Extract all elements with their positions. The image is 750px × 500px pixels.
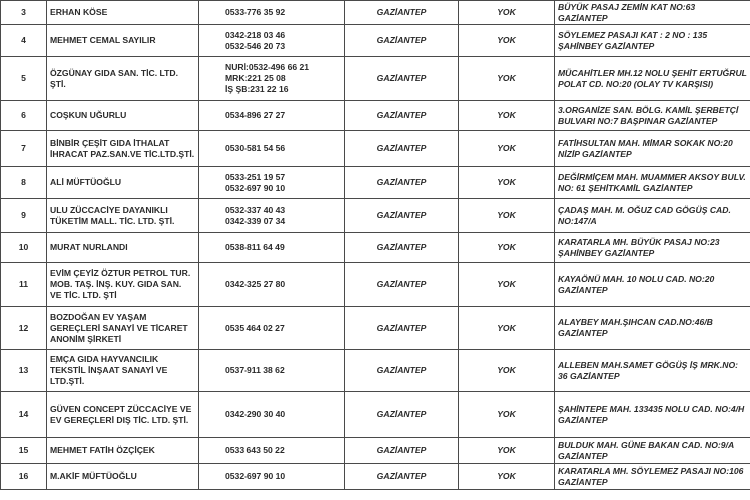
phone-cell[interactable] [199, 101, 345, 131]
phone-number: 0342-218 03 46 [225, 29, 286, 40]
address-cell[interactable]: KARATARLA MH. SÖYLEMEZ PASAJI NO:106 GAZİANTEP [555, 464, 750, 490]
table-row[interactable] [1, 350, 750, 392]
address-cell[interactable]: ÇADAŞ MAH. M. OĞUZ CAD GÖGÜŞ CAD. NO:147/A [555, 199, 750, 233]
phone-cell[interactable] [199, 57, 345, 101]
city-cell[interactable]: GAZİANTEP [345, 464, 459, 490]
company-name-cell[interactable]: GÜVEN CONCEPT ZÜCCACİYE VE EV GEREÇLERİ DIŞ TİC. LTD. ŞTİ. [47, 392, 199, 438]
address-cell[interactable]: MÜCAHİTLER MH.12 NOLU ŞEHİT ERTUĞRUL POLAT CD. NO:20 (OLAY TV KARŞISI) [555, 57, 750, 101]
company-name-cell[interactable]: ERHAN KÖSE [47, 1, 199, 25]
company-name-cell[interactable]: BOZDOĞAN EV YAŞAM GEREÇLERİ SANAYİ VE TİCARET ANONİM ŞİRKETİ [47, 307, 199, 350]
city-cell[interactable]: GAZİANTEP [345, 350, 459, 392]
phone-cell[interactable] [199, 464, 345, 490]
phone-cell[interactable] [199, 131, 345, 167]
row-number-cell[interactable]: 13 [1, 350, 47, 392]
company-name-cell[interactable]: ULU ZÜCCACİYE DAYANIKLI TÜKETİM MALL. TİC. LTD. ŞTİ. [47, 199, 199, 233]
row-number-cell[interactable]: 12 [1, 307, 47, 350]
phone-number: 0532-546 20 73 [225, 40, 286, 51]
address-cell[interactable]: DEĞİRMİÇEM MAH. MUAMMER AKSOY BULV. NO: 61 ŞEHİTKAMİL GAZİANTEP [555, 167, 750, 199]
phone-number: 0530-581 54 56 [225, 143, 286, 153]
company-name-cell[interactable]: M.AKİF MÜFTÜOĞLU [47, 464, 199, 490]
phone-cell[interactable] [199, 167, 345, 199]
table-row[interactable] [1, 438, 750, 464]
row-number-cell[interactable]: 10 [1, 233, 47, 263]
table-row[interactable] [1, 263, 750, 307]
city-cell[interactable]: GAZİANTEP [345, 1, 459, 25]
address-cell[interactable]: BULDUK MAH. GÜNE BAKAN CAD. NO:9/A GAZİANTEP [555, 438, 750, 464]
row-number-cell[interactable]: 5 [1, 57, 47, 101]
row-number-cell[interactable]: 15 [1, 438, 47, 464]
table-row[interactable] [1, 57, 750, 101]
table-row[interactable] [1, 307, 750, 350]
city-cell[interactable]: GAZİANTEP [345, 25, 459, 57]
company-name-cell[interactable]: MURAT NURLANDI [47, 233, 199, 263]
row-number-cell[interactable]: 11 [1, 263, 47, 307]
row-number-cell[interactable]: 16 [1, 464, 47, 490]
address-cell[interactable]: 3.ORGANİZE SAN. BÖLG. KAMİL ŞERBETÇİ BULVARI NO:7 BAŞPINAR GAZİANTEP [555, 101, 750, 131]
phone-number: 0538-811 64 49 [225, 242, 285, 252]
phone-number: MRK:221 25 08 [225, 73, 286, 83]
phone-cell[interactable] [199, 350, 345, 392]
phone-number: 0532-337 40 43 [225, 204, 286, 215]
company-name-cell[interactable]: ÖZGÜNAY GIDA SAN. TİC. LTD. ŞTİ. [47, 57, 199, 101]
phone-number: NURİ:0532-496 66 21 [225, 62, 310, 72]
phone-number: 0532-697 90 10 [225, 182, 286, 193]
status-cell[interactable]: YOK [459, 131, 555, 167]
address-cell[interactable]: ŞAHİNTEPE MAH. 133435 NOLU CAD. NO:4/H GAZİANTEP [555, 392, 750, 438]
row-number-cell[interactable]: 3 [1, 1, 47, 25]
status-cell[interactable]: YOK [459, 199, 555, 233]
table-row[interactable] [1, 25, 750, 57]
city-cell[interactable]: GAZİANTEP [345, 263, 459, 307]
phone-number: 0534-896 27 27 [225, 110, 286, 120]
table-row[interactable] [1, 464, 750, 490]
status-cell[interactable]: YOK [459, 233, 555, 263]
company-name-cell[interactable]: COŞKUN UĞURLU [47, 101, 199, 131]
status-cell[interactable]: YOK [459, 263, 555, 307]
address-cell[interactable]: FATİHSULTAN MAH. MİMAR SOKAK NO:20 NİZİP GAZİANTEP [555, 131, 750, 167]
address-cell[interactable]: KAYAÖNÜ MAH. 10 NOLU CAD. NO:20 GAZİANTEP [555, 263, 750, 307]
phone-cell[interactable] [199, 307, 345, 350]
phone-cell[interactable] [199, 233, 345, 263]
phone-number: 0533 643 50 22 [225, 445, 285, 455]
table-row[interactable] [1, 131, 750, 167]
city-cell[interactable]: GAZİANTEP [345, 57, 459, 101]
city-cell[interactable]: GAZİANTEP [345, 392, 459, 438]
phone-number: 0342-325 27 80 [225, 279, 286, 289]
phone-number: 0533-776 35 92 [225, 7, 286, 17]
company-name-cell[interactable]: BİNBİR ÇEŞİT GIDA İTHALAT İHRACAT PAZ.SAN.VE TİC.LTD.ŞTİ. [47, 131, 199, 167]
status-cell[interactable]: YOK [459, 101, 555, 131]
city-cell[interactable]: GAZİANTEP [345, 307, 459, 350]
row-number-cell[interactable]: 9 [1, 199, 47, 233]
phone-number: 0532-697 90 10 [225, 471, 286, 481]
phone-number: 0535 464 02 27 [225, 322, 285, 333]
status-cell[interactable]: YOK [459, 167, 555, 199]
city-cell[interactable]: GAZİANTEP [345, 131, 459, 167]
phone-cell[interactable] [199, 25, 345, 57]
company-name-cell[interactable]: EVİM ÇEYİZ ÖZTUR PETROL TUR. MOB. TAŞ. İNŞ. KUY. GIDA SAN. VE TİC. LTD. ŞTİ [47, 263, 199, 307]
table-row[interactable] [1, 199, 750, 233]
phone-cell[interactable] [199, 263, 345, 307]
company-name-cell[interactable]: MEHMET CEMAL SAYILIR [47, 25, 199, 57]
row-number-cell[interactable]: 8 [1, 167, 47, 199]
status-cell[interactable]: YOK [459, 464, 555, 490]
city-cell[interactable]: GAZİANTEP [345, 438, 459, 464]
phone-cell[interactable] [199, 199, 345, 233]
table-row[interactable] [1, 1, 750, 25]
status-cell[interactable]: YOK [459, 438, 555, 464]
address-cell[interactable]: ALAYBEY MAH.ŞIHCAN CAD.NO:46/B GAZİANTEP [555, 307, 750, 350]
city-cell[interactable]: GAZİANTEP [345, 199, 459, 233]
status-cell[interactable]: YOK [459, 307, 555, 350]
city-cell[interactable]: GAZİANTEP [345, 167, 459, 199]
phone-number: 0342-290 30 40 [225, 409, 286, 419]
phone-number: 0533-251 19 57 [225, 171, 286, 182]
status-cell[interactable]: YOK [459, 350, 555, 392]
table-body [1, 1, 750, 490]
table-row[interactable] [1, 167, 750, 199]
table-row[interactable] [1, 392, 750, 438]
phone-cell[interactable] [199, 438, 345, 464]
phone-cell[interactable] [199, 1, 345, 25]
status-cell[interactable]: YOK [459, 25, 555, 57]
row-number-cell[interactable]: 4 [1, 25, 47, 57]
status-cell[interactable]: YOK [459, 57, 555, 101]
address-cell[interactable]: BÜYÜK PASAJ ZEMİN KAT NO:63 GAZİANTEP [555, 1, 750, 25]
row-number-cell[interactable]: 14 [1, 392, 47, 438]
city-cell[interactable]: GAZİANTEP [345, 101, 459, 131]
city-cell[interactable]: GAZİANTEP [345, 233, 459, 263]
address-cell[interactable]: KARATARLA MH. BÜYÜK PASAJ NO:23 ŞAHİNBEY GAZİANTEP [555, 233, 750, 263]
status-cell[interactable]: YOK [459, 1, 555, 25]
phone-number: İŞ ŞB:231 22 16 [225, 84, 289, 94]
phone-number: 0342-339 07 34 [225, 215, 286, 226]
address-cell[interactable]: SÖYLEMEZ PASAJI KAT : 2 NO : 135 ŞAHİNBEY GAZİANTEP [555, 25, 750, 57]
table-row[interactable] [1, 233, 750, 263]
table-row[interactable] [1, 101, 750, 131]
company-name-cell[interactable]: EMÇA GIDA HAYVANCILIK TEKSTİL İNŞAAT SANAYİ VE LTD.ŞTİ. [47, 350, 199, 392]
row-number-cell[interactable]: 7 [1, 131, 47, 167]
phone-number: 0537-911 38 62 [225, 365, 285, 375]
row-number-cell[interactable]: 6 [1, 101, 47, 131]
phone-cell[interactable] [199, 392, 345, 438]
status-cell[interactable]: YOK [459, 392, 555, 438]
company-name-cell[interactable]: ALİ MÜFTÜOĞLU [47, 167, 199, 199]
address-cell[interactable]: ALLEBEN MAH.SAMET GÖGÜŞ İŞ MRK.NO: 36 GAZİANTEP [555, 350, 750, 392]
company-name-cell[interactable]: MEHMET FATİH ÖZÇİÇEK [47, 438, 199, 464]
